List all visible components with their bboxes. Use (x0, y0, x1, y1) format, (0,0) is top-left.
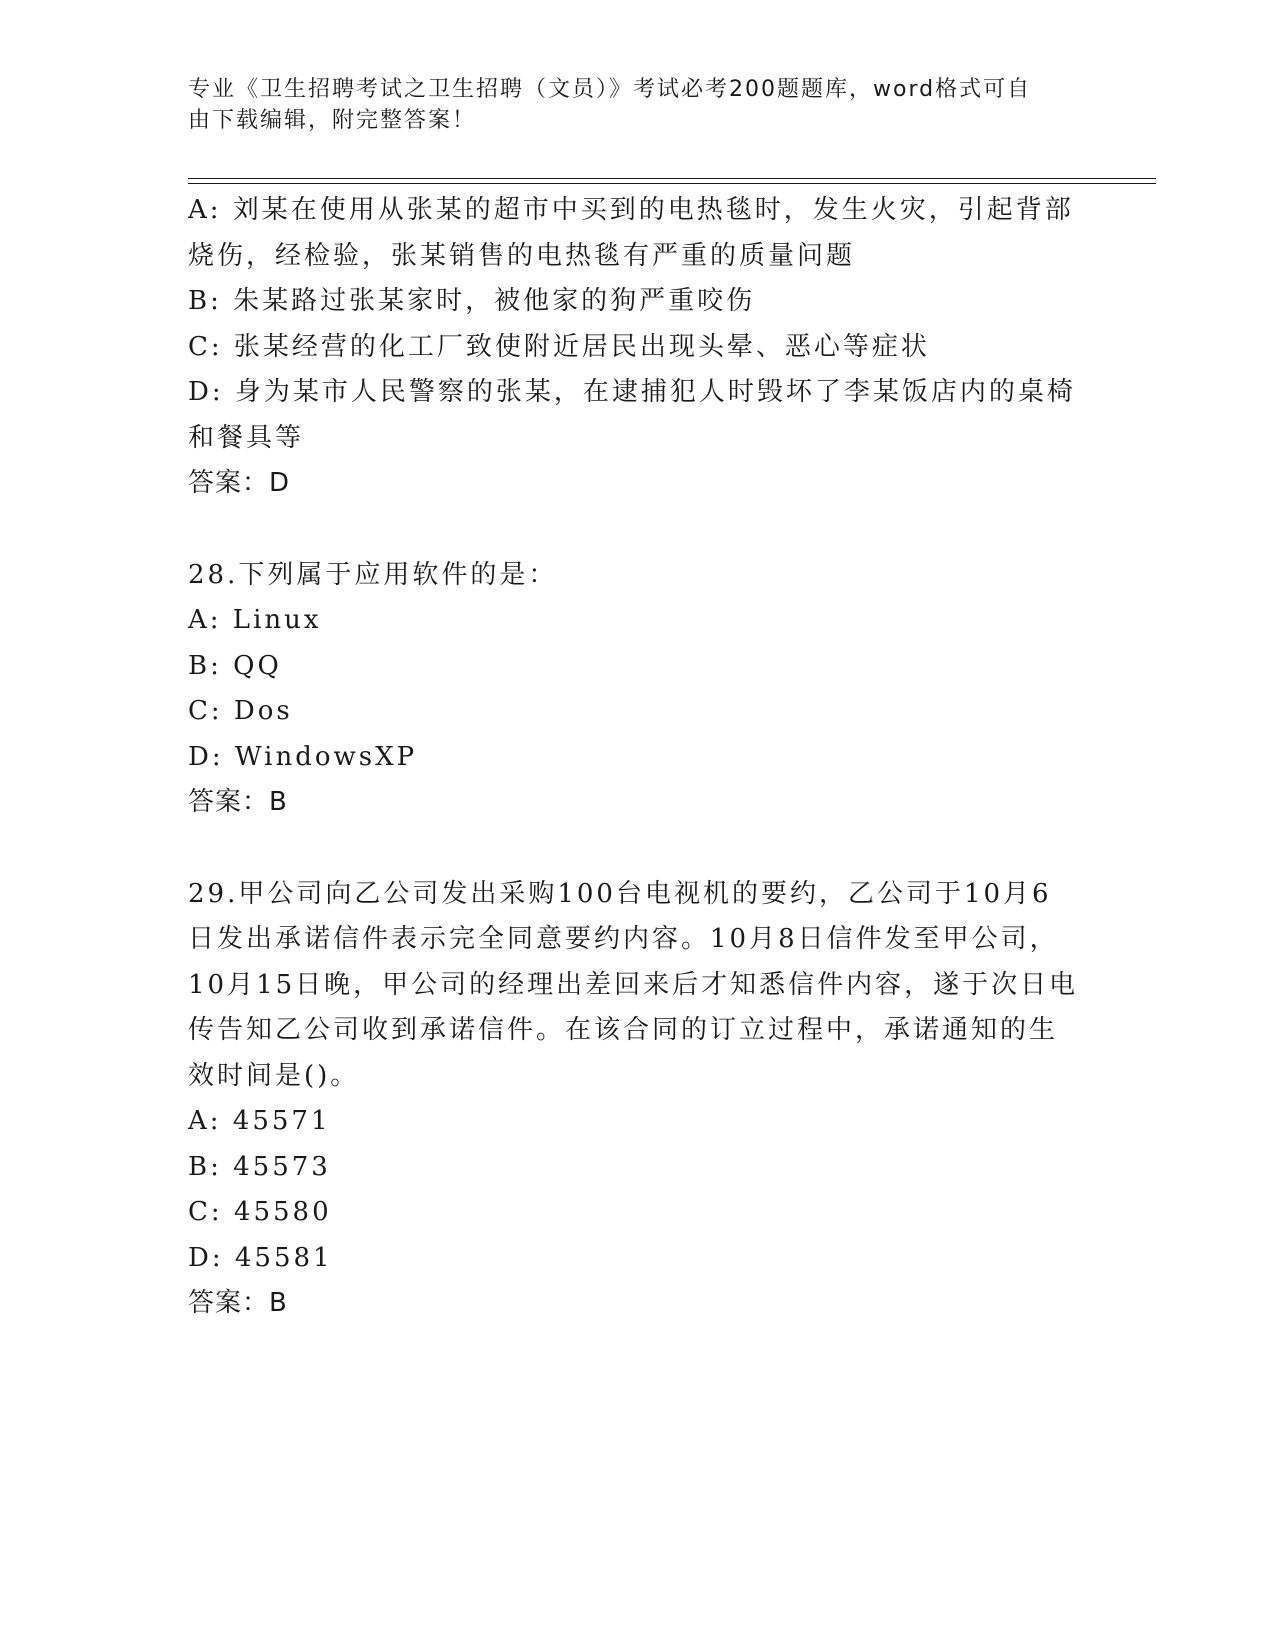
question-28-block (188, 553, 1088, 826)
q27-option-d-line-1: D: 身为某市人民警察的张某，在逮捕犯人时毁坏了李某饭店内的桌椅 (188, 377, 1076, 407)
q29-question-line-4: 传告知乙公司收到承诺信件。在该合同的订立过程中，承诺通知的生 (188, 1015, 1059, 1045)
q29-question-line-3: 10月15日晚，甲公司的经理出差回来后才知悉信件内容，遂于次日电 (188, 969, 1079, 1000)
q27-answer: 答案：D (188, 468, 291, 498)
header-line-1: 专业《卫生招聘考试之卫生招聘（文员）》考试必考200题题库，word格式可自 (188, 77, 1032, 102)
q27-option-a-line-1: A: 刘某在使用从张某的超市中买到的电热毯时，发生火灾，引起背部 (188, 195, 1074, 225)
header-line-2: 由下载编辑，附完整答案！ (188, 108, 477, 133)
document-header (188, 74, 1068, 136)
q27-option-a-line-2: 烧伤，经检验，张某销售的电热毯有严重的质量问题 (188, 240, 856, 271)
q29-question-line-5: 效时间是()。 (188, 1060, 360, 1091)
q28-question: 28.下列属于应用软件的是： (188, 559, 558, 590)
q28-option-a: A: Linux (188, 605, 322, 635)
question-content (188, 188, 1088, 1327)
q28-option-c: C: Dos (188, 696, 293, 726)
q28-option-b: B: QQ (188, 650, 282, 681)
spacer (188, 826, 1088, 872)
header-divider-bottom (188, 183, 1156, 184)
q27-option-b: B: 朱某路过张某家时，被他家的狗严重咬伤 (188, 286, 756, 316)
q28-answer: 答案：B (188, 787, 288, 817)
spacer (188, 507, 1088, 553)
question-29-block (188, 872, 1088, 1327)
header-divider-top (188, 178, 1156, 179)
q27-option-c: C: 张某经营的化工厂致使附近居民出现头晕、恶心等症状 (188, 331, 930, 362)
q29-option-d: D: 45581 (188, 1242, 333, 1273)
q29-question-line-2: 日发出承诺信件表示完全同意要约内容。10月8日信件发至甲公司， (188, 924, 1059, 954)
q27-option-d-line-2: 和餐具等 (188, 422, 305, 453)
q29-option-b: B: 45573 (188, 1151, 331, 1182)
q29-option-c: C: 45580 (188, 1197, 332, 1227)
q29-answer: 答案：B (188, 1288, 288, 1318)
question-27-block (188, 188, 1088, 507)
q29-question-line-1: 29.甲公司向乙公司发出采购100台电视机的要约，乙公司于10月6 (188, 878, 1052, 909)
q28-option-d: D: WindowsXP (188, 741, 418, 772)
q29-option-a: A: 45571 (188, 1106, 331, 1136)
